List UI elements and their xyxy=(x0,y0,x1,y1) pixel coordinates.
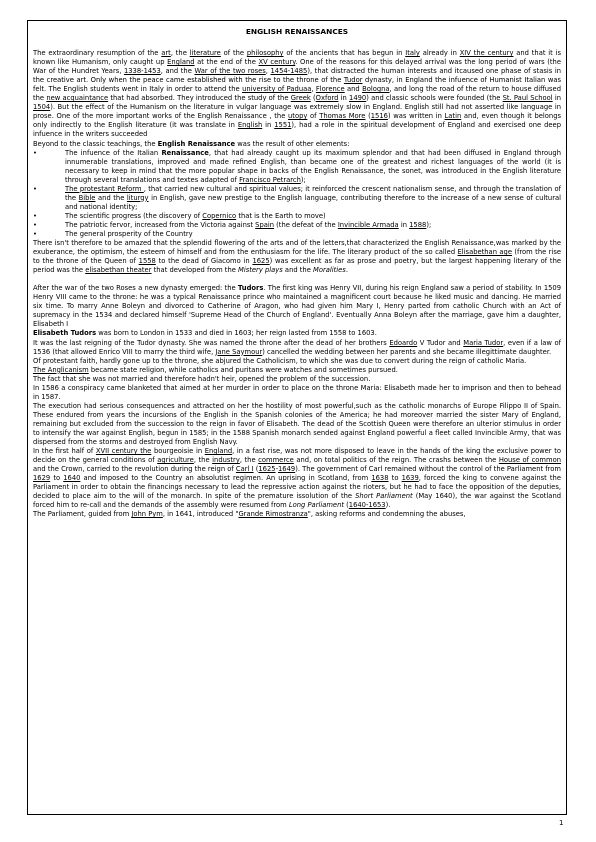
paragraph xyxy=(33,284,561,329)
text-run: The general prosperity of the Country xyxy=(65,229,193,238)
text-run: of the ancients that has begun in xyxy=(283,49,406,58)
section-gap xyxy=(33,275,561,284)
text-run: Latin xyxy=(444,112,462,121)
text-run: liturgy xyxy=(126,193,149,202)
bullet-text xyxy=(65,185,561,212)
text-run: The protestant Reform xyxy=(65,184,144,193)
text-run: , xyxy=(311,85,316,94)
page-frame xyxy=(27,20,567,815)
bullet-icon: • xyxy=(33,220,37,229)
text-run: After the war of the two Roses a new dynasty emerged: the xyxy=(33,284,238,293)
text-run: The fact that she was not married and therefore hadn't heir, opened the problem of the succession. xyxy=(33,374,371,383)
text-run: ), had a role in the spiritual development of England and exercised one deep infuence in the writers succeeded xyxy=(33,121,561,139)
paragraph xyxy=(33,140,561,149)
text-run: and xyxy=(344,85,363,94)
text-run: St. Paul School xyxy=(502,94,553,103)
text-run: In 1586 a conspiracy came blanketed that aimed at her murder in order to place on the throne Maria: Elisabeth made her to imprison and then to behead in 1587. xyxy=(33,383,561,401)
text-run: 1454-1485 xyxy=(270,67,308,76)
text-run: , xyxy=(265,67,271,76)
text-run: There isn't therefore to be amazed that the splendid flowering of the arts and of the letters,that characterized the English Renaissance,was marked by the exuberance, the optimism, the esteem of himself and from the enthusiasm for the life. The literary product of the so called xyxy=(33,239,561,257)
text-run: . One of the reasons for this delayed arrival was the long period of wars (the War of the Hundret Years, xyxy=(33,58,561,76)
paragraph xyxy=(33,447,561,510)
text-run: (from the rise to the throne of the Queen of xyxy=(33,248,561,266)
bullet-item xyxy=(33,221,561,230)
text-run: was the result of other elements: xyxy=(235,139,350,148)
text-run: in xyxy=(552,94,561,103)
bullet-item xyxy=(33,185,561,212)
text-run: and the Crown, carried to the revolution during the reign of xyxy=(33,465,236,474)
text-run: (the defeat of the xyxy=(274,220,338,229)
bullet-icon: • xyxy=(33,229,37,238)
paragraph xyxy=(33,375,561,384)
text-run: in xyxy=(398,220,410,229)
text-run: , and the xyxy=(160,67,195,76)
text-run: Invincible Armada xyxy=(337,220,399,229)
text-run: ", asking reforms and condemning the abuses, xyxy=(307,510,466,519)
text-run: , the xyxy=(193,456,213,465)
text-run: , that carried new cultural and spiritual values; it reinforced the crescent nationalism sense, and through the translation of the xyxy=(65,184,561,202)
bullet-icon: • xyxy=(33,148,37,157)
bullet-text xyxy=(65,230,561,239)
text-run: industry xyxy=(212,456,240,465)
text-run: in xyxy=(338,94,350,103)
text-run: ( xyxy=(344,501,349,510)
text-run: English xyxy=(237,121,263,130)
bullet-text xyxy=(65,221,561,230)
text-run: utopy xyxy=(288,112,308,121)
text-run: Bologna xyxy=(362,85,390,94)
paragraph xyxy=(33,510,561,519)
text-run: Bible xyxy=(78,193,96,202)
text-run: John Pym xyxy=(131,510,163,519)
text-run: 1649 xyxy=(278,465,296,474)
bullet-item xyxy=(33,149,561,185)
text-run: was born to London in 1533 and died in 1603; her reign lasted from 1558 to 1603. xyxy=(96,329,377,338)
text-run: , and long the road of the return to house diffused the xyxy=(33,85,561,103)
text-run: House of common xyxy=(498,456,561,465)
bullet-icon: • xyxy=(33,211,37,220)
document-title: ENGLISH RENAISSANCES xyxy=(245,27,349,36)
text-run: XV century xyxy=(258,58,296,67)
text-run: ). xyxy=(385,501,391,510)
text-run: Long Parliament xyxy=(288,501,345,510)
text-run: ); xyxy=(300,175,306,184)
text-run: already in xyxy=(419,49,460,58)
text-run: The execution had serious consequences and attracted on her the hostility of most powerful,such as the catholic monarchs of Europe Filippo II of Spain. These endured from years the incursions of the English in the Spanish colonies of the America; he had moreover married the sister Mary of England, remaining but excluded from the succession to the reign in favor of Elisabeth. The dead of the Scottish Queen were therefore an ulterior stimulus in order to intensify the war against English, begun in 1585; in the 1588 Spanish monarch sended against England powerful a fleet called Invincible Army, that was dispersed from the storms and destroyed from English Navy. xyxy=(33,401,561,447)
text-run: 1490 xyxy=(349,94,367,103)
text-run: Mistery plays xyxy=(238,266,283,275)
text-run: ). But the effect of the Humanism on the literature in vulgar language was extremely slow in England. English still had not asserted like language in prose. One of the more important works of the English Renaissance , the xyxy=(33,103,561,121)
text-run: ) cancelled the wedding between her parents and she became illegittimate daughter. xyxy=(262,347,552,356)
text-run: and that it is known like Humanism, only caught up xyxy=(33,49,562,67)
text-run: ) was excellent as far as prose and poetry, but the largest happening literary of the period was the xyxy=(33,257,562,275)
paragraph xyxy=(33,384,561,402)
text-run: Francisco Petrarch xyxy=(239,175,301,184)
text-run: philosophy xyxy=(246,49,284,58)
text-run: ( xyxy=(310,94,316,103)
text-run: 1625 xyxy=(252,257,270,266)
text-run: elisabethan theater xyxy=(85,266,152,275)
text-run: Edoardo xyxy=(389,338,418,347)
text-run: in xyxy=(262,121,275,130)
text-run: The Anglicanism xyxy=(33,365,89,374)
text-run: Copernico xyxy=(202,211,237,220)
text-run: English Renaissance xyxy=(157,139,236,148)
text-run: - xyxy=(275,465,278,474)
document-body xyxy=(33,49,561,519)
text-run: The Parliament, guided from xyxy=(33,510,132,519)
text-run: and, on total politics of the reign. The crashs between the xyxy=(293,456,499,465)
text-run: , that had already caught up its maximum splendor and that had been diffused in England through innumerable translations, improved and made refined English, than became one of the greatest and richest languages of the world (it is necessary to keep in mind that the more popular shape in backs of the English Renaissance, the sonet, was introduced in the English literature through several translations and textes adapted of xyxy=(65,148,561,184)
text-run: Italy xyxy=(405,49,420,58)
text-run: to xyxy=(388,474,402,483)
text-run: commerce xyxy=(258,456,294,465)
text-run: , in a fast rise, was not more disposed to leave in the hands of the king the exclusive power to decide on the general conditions of xyxy=(33,447,561,465)
text-run: Spain xyxy=(255,220,275,229)
paragraph xyxy=(33,239,561,275)
text-run: that is the Earth to move) xyxy=(236,211,326,220)
text-run: bourgeoisie in xyxy=(151,447,205,456)
text-run: Carl I xyxy=(235,465,254,474)
text-run: Grande Rimostranza xyxy=(238,510,308,519)
text-run: art xyxy=(161,49,171,58)
text-run: 1638 xyxy=(371,474,389,483)
text-run: Of protestant faith, hardly gone up to the throne, she abjured the Catholicism, to which she was due to convert during the reign of catholic Maria. xyxy=(33,356,527,365)
text-run: that had absorbed. They introduced the study of the xyxy=(108,94,291,103)
text-run: Short Parliament xyxy=(355,492,413,501)
text-run: ) was written in xyxy=(387,112,445,121)
text-run: new acquaintance xyxy=(46,94,109,103)
paragraph xyxy=(33,366,561,375)
text-run: Elisabeth Tudors xyxy=(33,329,97,338)
text-run: ). The government of Carl remained without the control of the Parliament from xyxy=(295,465,561,474)
text-run: The extraordinary resumption of the xyxy=(33,49,162,58)
text-run: XIV the century xyxy=(459,49,514,58)
text-run: The patriotic fervor, increased from the Victoria against xyxy=(65,220,256,229)
text-run: 1516 xyxy=(370,112,388,121)
text-run: 1629 xyxy=(33,474,51,483)
text-run: Greek xyxy=(290,94,311,103)
text-run: dynasty, in England the infuence of Humanist Italian was felt. The English students went in Italy in order to attend the xyxy=(33,76,562,94)
text-run: at the end of the xyxy=(194,58,259,67)
text-run: 1504 xyxy=(33,103,51,112)
paragraph xyxy=(33,339,561,357)
bullet-text xyxy=(65,149,561,185)
text-run: ) and classic schools were founded (the xyxy=(366,94,503,103)
text-run: , even if a law of 1536 (that allowed Enrico VIII to marry the third wife, xyxy=(33,338,561,356)
page-number: 1 xyxy=(559,819,564,827)
text-run: ( xyxy=(365,112,371,121)
text-run: , forced the king to convene against the Parliament in order to obtain the financings necessary to lead the repressive action against the rioters, but he had to face the opposition of the deputies, decided to place aim to the will of the monarch. In spite of the premature issolution of the xyxy=(33,474,561,501)
bullet-item xyxy=(33,212,561,221)
text-run: Thomas More xyxy=(319,112,366,121)
text-run: , the xyxy=(170,49,190,58)
text-run: that developed from the xyxy=(151,266,239,275)
text-run: 1640 xyxy=(63,474,81,483)
text-run: England xyxy=(204,447,233,456)
paragraph xyxy=(33,402,561,447)
text-run: , in 1641, introduced " xyxy=(162,510,239,519)
text-run: Elisabethan age xyxy=(457,248,512,257)
text-run: 1558 xyxy=(138,257,156,266)
text-run: , the xyxy=(239,456,259,465)
text-run: in English, gave new prestige to the English language, contributing therefore to the increase of a new sense of cultural and national identity; xyxy=(65,193,561,211)
text-run: Oxford xyxy=(315,94,339,103)
paragraph xyxy=(33,357,561,366)
text-run: 1588 xyxy=(409,220,427,229)
text-run: of the xyxy=(220,49,247,58)
text-run: The scientific progress (the discovery of xyxy=(65,211,203,220)
text-run: Tudor xyxy=(343,76,363,85)
text-run: War of the two roses xyxy=(194,67,266,76)
paragraph xyxy=(33,49,561,139)
text-run: Tudors xyxy=(237,284,264,293)
text-run: Renaissance xyxy=(161,148,209,157)
text-run: 1625 xyxy=(258,465,276,474)
bullet-item xyxy=(33,230,561,239)
text-run: ( xyxy=(253,465,259,474)
text-run: XVII century the xyxy=(95,447,152,456)
text-run: and, even though it belongs only indirectly to the English literature (it was translate in xyxy=(33,112,561,130)
text-run: ); xyxy=(426,220,432,229)
text-run: It was the last reigning of the Tudor dynasty. She was named the throne after the dead of her brothers xyxy=(33,338,390,347)
text-run: Jane Saymour xyxy=(215,347,263,356)
bullet-text xyxy=(65,212,561,221)
text-run: . The first king was Henry VII, during his reign England saw a period of stability. In 1509 Henry VIII came to the throne: he was a typical Renaissance prince who maintained a magnificent court because he liked music and dancing. He married six time. To marry Anne Boleyn and divorced to Catherine of Aragon, who had given him Mary I, Henry parted from catholic Church with an Act of supremacy in the 1534 and declared himself 'Supreme Head of the Church of England'. Eventually Anna Boleyn after the marriage, gave him a daughter, Elisabeth I xyxy=(33,284,561,329)
bullet-icon: • xyxy=(33,184,37,193)
text-run: Maria Tudor xyxy=(463,338,504,347)
text-run: Beyond to the classic teachings, the xyxy=(33,139,158,148)
text-run: 1551 xyxy=(274,121,292,130)
text-run: university of Paduaa xyxy=(242,85,312,94)
text-run: ), that distracted the human interests and itcaused one phase of stasis in the creative art. Only when the peace came established with the rise to the throne of the xyxy=(33,67,561,85)
text-run: (May 1640), the war against the Scotland forced him to re-call and the demands of the assembly were resumed from xyxy=(33,492,562,510)
text-run: and imposed to the Country an absolutist regimen. An uprising in Scotland, from xyxy=(80,474,372,483)
text-run: England xyxy=(167,58,195,67)
text-run: V Tudor and xyxy=(417,338,464,347)
text-run: of xyxy=(307,112,320,121)
paragraph xyxy=(33,329,561,338)
text-run: agriculture xyxy=(157,456,194,465)
text-run: and the xyxy=(95,193,127,202)
text-run: In the first half of xyxy=(33,447,96,456)
text-run: 1640-1653 xyxy=(348,501,386,510)
text-run: and the xyxy=(282,266,313,275)
text-run: to xyxy=(50,474,64,483)
text-run: became state religion, while catholics and puritans were watches and sometimes pursued. xyxy=(88,365,398,374)
text-run: literature xyxy=(189,49,221,58)
text-run: to the dead of Giacomo in xyxy=(155,257,253,266)
text-run: 1338-1453 xyxy=(123,67,161,76)
text-run: Moralities xyxy=(313,266,346,275)
text-run: The infuence of the Italian xyxy=(65,148,162,157)
text-run: . xyxy=(345,266,348,275)
text-run: 1639 xyxy=(401,474,419,483)
text-run: Florence xyxy=(315,85,345,94)
